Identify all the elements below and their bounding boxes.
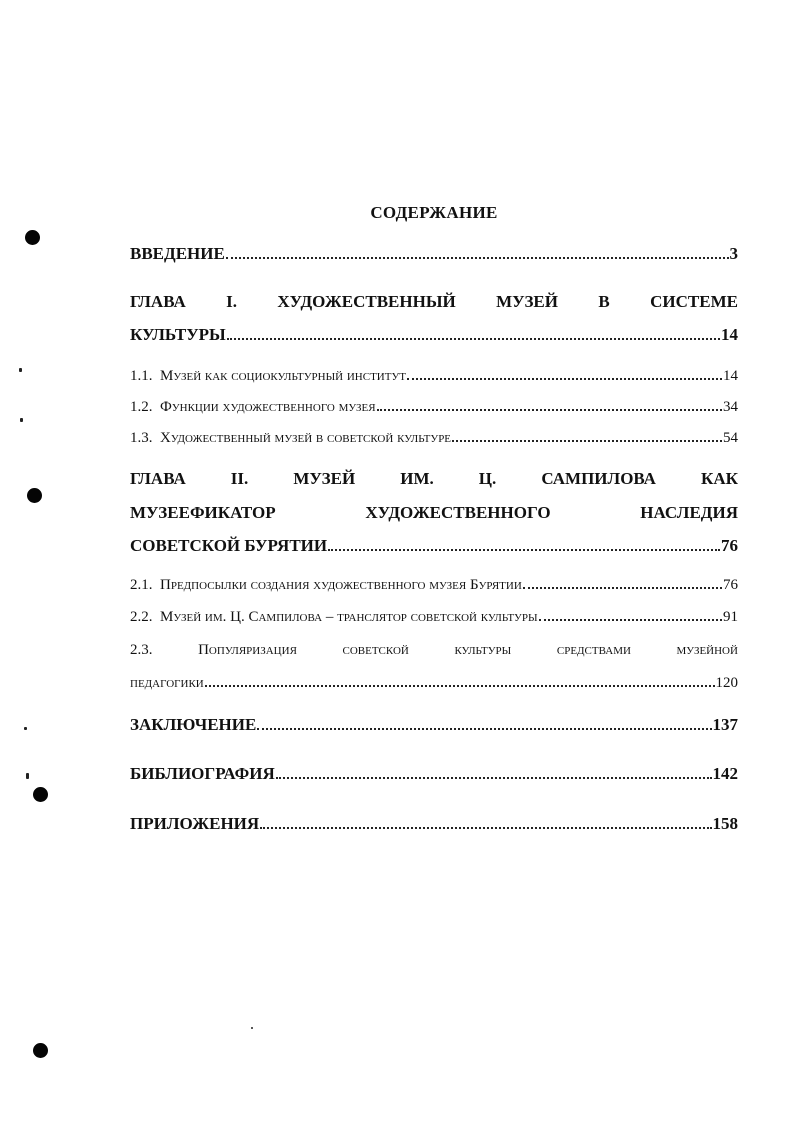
toc-entry-label: БИБЛИОГРАФИЯ xyxy=(130,764,275,783)
toc-entry-label: Художественный музей в советской культуре xyxy=(160,430,452,446)
toc-entry-label: педагогики xyxy=(130,675,204,691)
binder-hole-4 xyxy=(33,1043,48,1058)
toc-page-number: 76 xyxy=(721,536,738,555)
toc-word: НАСЛЕДИЯ xyxy=(640,503,738,522)
dot-leader xyxy=(452,439,722,442)
toc-word: КАК xyxy=(701,469,738,488)
dot-leader xyxy=(523,586,722,589)
toc-section-number: 1.3. xyxy=(130,430,153,446)
toc-page-number: 158 xyxy=(712,814,738,833)
toc-entry-label: СОВЕТСКОЙ БУРЯТИИ xyxy=(130,536,328,555)
toc-chapter-2-line-2[interactable] xyxy=(130,503,738,523)
toc-section-number: 2.3. xyxy=(130,642,153,658)
toc-word: средствами xyxy=(556,642,631,658)
dot-leader xyxy=(227,337,720,340)
toc-page-number: 14 xyxy=(723,368,738,384)
toc-word: ГЛАВА xyxy=(130,292,186,311)
toc-word: ХУДОЖЕСТВЕННОГО xyxy=(365,503,551,522)
toc-entry-label: КУЛЬТУРЫ xyxy=(130,325,226,344)
toc-word: МУЗЕЕФИКАТОР xyxy=(130,503,276,522)
toc-section-number: 1.2. xyxy=(130,399,153,415)
toc-entry-label: ВВЕДЕНИЕ xyxy=(130,244,225,263)
toc-page-number: 34 xyxy=(723,399,738,415)
toc-word: В xyxy=(598,292,610,311)
toc-entry-bibliography[interactable] xyxy=(130,764,738,784)
toc-word: советской xyxy=(342,642,409,658)
dot-leader xyxy=(407,377,722,380)
toc-word: САМПИЛОВА xyxy=(541,469,656,488)
scan-speck xyxy=(251,1027,253,1029)
toc-entry-2-2[interactable] xyxy=(130,609,738,626)
toc-page-number: 142 xyxy=(712,764,738,783)
toc-word: культуры xyxy=(454,642,512,658)
toc-section-number: 1.1. xyxy=(130,368,153,384)
toc-word: МУЗЕЙ xyxy=(496,292,558,311)
toc-word: Ц. xyxy=(478,469,497,488)
binder-hole-2 xyxy=(27,488,42,503)
scan-speck xyxy=(26,773,29,779)
toc-section-number: 2.2. xyxy=(130,609,153,625)
toc-entry-appendices[interactable] xyxy=(130,814,738,834)
toc-page-number: 14 xyxy=(721,325,738,344)
toc-word: ГЛАВА xyxy=(130,469,186,488)
toc-page-number: 3 xyxy=(729,244,738,263)
binder-hole-3 xyxy=(33,787,48,802)
dot-leader xyxy=(377,408,722,411)
toc-title: СОДЕРЖАНИЕ xyxy=(370,203,498,222)
toc-word: музейной xyxy=(676,642,738,658)
dot-leader xyxy=(260,826,711,829)
toc-entry-label: Музей им. Ц. Сампилова – транслятор советской культуры xyxy=(160,609,538,625)
dot-leader xyxy=(276,776,712,779)
toc-word: ИМ. xyxy=(400,469,434,488)
toc-entry-label: Предпосылки создания художественного музея Бурятии xyxy=(160,577,522,593)
toc-entry-conclusion[interactable] xyxy=(130,715,738,735)
toc-chapter-1-line[interactable] xyxy=(130,292,738,312)
dot-leader xyxy=(226,256,729,259)
toc-word: ХУДОЖЕСТВЕННЫЙ xyxy=(277,292,456,311)
scan-speck xyxy=(20,418,23,422)
toc-page-number: 76 xyxy=(723,577,738,593)
dot-leader xyxy=(328,548,720,551)
toc-entry-2-3-line[interactable] xyxy=(130,642,738,659)
toc-word: МУЗЕЙ xyxy=(293,469,356,488)
toc-entry-label: Музей как социокультурный институт xyxy=(160,368,406,384)
toc-entry-chapter-1[interactable] xyxy=(130,325,738,345)
toc-page-number: 120 xyxy=(715,675,738,691)
toc-entry-label: ЗАКЛЮЧЕНИЕ xyxy=(130,715,257,734)
dot-leader xyxy=(539,618,722,621)
toc-chapter-2-line-1[interactable] xyxy=(130,469,738,489)
toc-word: I. xyxy=(226,292,238,311)
toc-word: Популяризация xyxy=(198,642,297,658)
scan-speck xyxy=(19,368,22,372)
toc-entry-2-1[interactable] xyxy=(130,577,738,594)
toc-entry-intro[interactable] xyxy=(130,244,738,264)
toc-entry-label: Функции художественного музея xyxy=(160,399,376,415)
dot-leader xyxy=(257,727,711,730)
toc-entry-1-2[interactable] xyxy=(130,399,738,416)
toc-entry-1-3[interactable] xyxy=(130,430,738,447)
toc-entry-1-1[interactable] xyxy=(130,368,738,385)
toc-word: II. xyxy=(230,469,249,488)
toc-page-number: 54 xyxy=(723,430,738,446)
toc-page-number: 91 xyxy=(723,609,738,625)
toc-page-number: 137 xyxy=(712,715,738,734)
toc-entry-2-3[interactable] xyxy=(130,675,738,692)
toc-entry-label: ПРИЛОЖЕНИЯ xyxy=(130,814,260,833)
toc-section-number: 2.1. xyxy=(130,577,153,593)
toc-word: СИСТЕМЕ xyxy=(650,292,738,311)
toc-entry-chapter-2[interactable] xyxy=(130,536,738,556)
scan-speck xyxy=(24,727,27,730)
binder-hole-1 xyxy=(25,230,40,245)
dot-leader xyxy=(205,684,715,687)
